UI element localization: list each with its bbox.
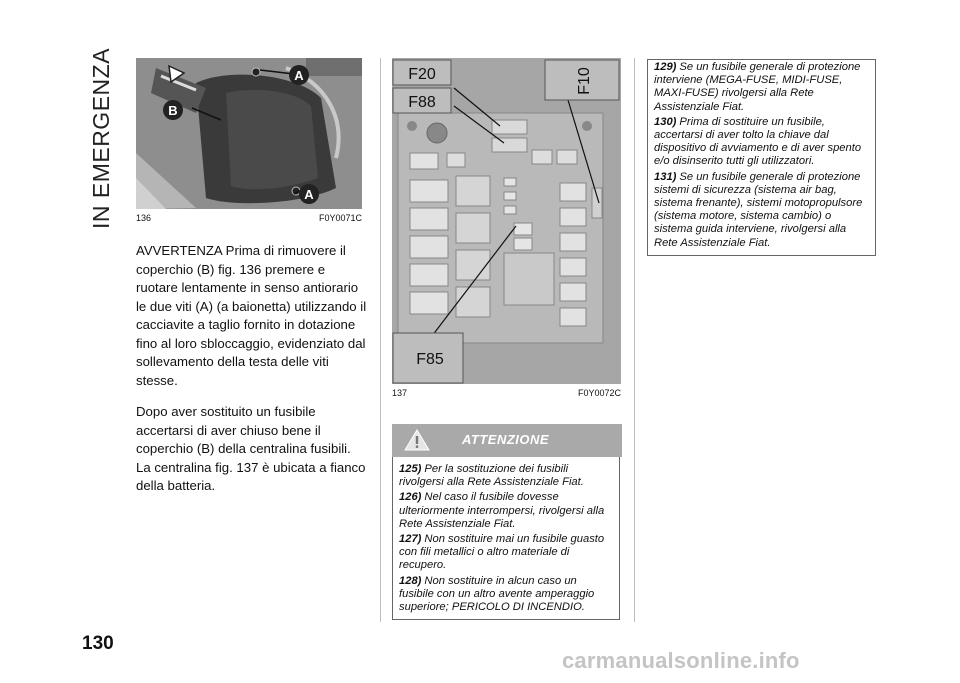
fuse-callout-f10 [545,60,619,100]
fuse-callout-f88 [393,88,451,113]
paragraph: Dopo aver sostituito un fusibile accertarsi di aver chiuso bene il coperchio (B) della centralina fusibili. La centralina fig. 137 è ubicata a fianco della batteria. [136,404,366,493]
column-divider [634,58,635,622]
svg-text:F85: F85 [416,351,444,368]
figure-136-caption [136,213,362,223]
section-title: IN EMERGENZA [88,47,115,229]
figure-136-photo [136,58,362,209]
warning-item: 125) Per la sostituzione dei fusibili rivolgersi alla Rete Assistenziale Fiat. [399,463,584,489]
callout-a-top [289,65,309,85]
svg-text:A: A [304,187,314,202]
warning-title: ATTENZIONE [462,432,550,447]
note-item: 129) Se un fusibile generale di protezione interviene (MEGA-FUSE, MIDI-FUSE, MAXI-FUSE) rivolgersi alla Rete Assistenziale Fiat. [654,61,861,113]
note-item: 131) Se un fusibile generale di protezione sistemi di sicurezza (sistema air bag, sistema frenante), sistemi motopropulsore (sistema motore, sistema cambio) o sistema guida interviene, rivolgersi alla Rete Assistenziale Fiat. [654,170,863,249]
notes-box [647,59,876,256]
svg-text:A: A [294,68,304,83]
svg-text:F88: F88 [408,94,436,111]
warning-triangle-icon [404,428,430,452]
fuse-callout-f20 [393,60,451,85]
fuse-callout-f85 [393,333,463,383]
figure-number: 137 [392,388,408,398]
fuse-box-illustration [392,58,621,384]
figure-code: F0Y0072C [577,388,621,398]
figure-number: 136 [136,213,152,223]
warning-item: 127) Non sostituire mai un fusibile guasto con fili metallici o altro materiale di recupero. [399,533,605,572]
column-divider [380,58,381,622]
warning-header [392,424,622,457]
figure-137-photo [392,58,621,384]
body-text [136,242,368,509]
warning-item: 126) Nel caso il fusibile dovesse ulteriormente interrompersi, rivolgersi alla Rete Assistenziale Fiat. [399,491,605,530]
paragraph: AVVERTENZA Prima di rimuovere il coperchio (B) fig. 136 premere e ruotare lentamente in senso antiorario le due viti (A) (a baionetta) utilizzando il cacciavite a taglio fornito in dotazione fino al loro sbloccaggio, evidenziato dal sollevamento della testa delle viti stesse. [136,243,367,388]
svg-text:F10: F10 [576,67,593,95]
note-item: 130) Prima di sostituire un fusibile, accertarsi di aver tolto la chiave dal dispositivo di avviamento e di aver spento e/o disinserito tutti gli utilizzatori. [654,115,862,168]
svg-text:F20: F20 [408,66,436,83]
svg-text:B: B [168,103,178,118]
callout-b [163,100,183,120]
warning-box [392,457,620,620]
figure-137-caption [392,388,621,398]
warning-item: 128) Non sostituire in alcun caso un fusibile con un altro avente amperaggio superiore; PERICOLO DI INCENDIO. [399,574,595,614]
figure-code: F0Y0071C [318,213,362,223]
page-number: 130 [82,633,114,654]
footer-watermark: carmanualsonline.info [562,648,800,673]
fuse-cover-illustration [136,58,362,209]
callout-a-bottom [299,184,319,204]
